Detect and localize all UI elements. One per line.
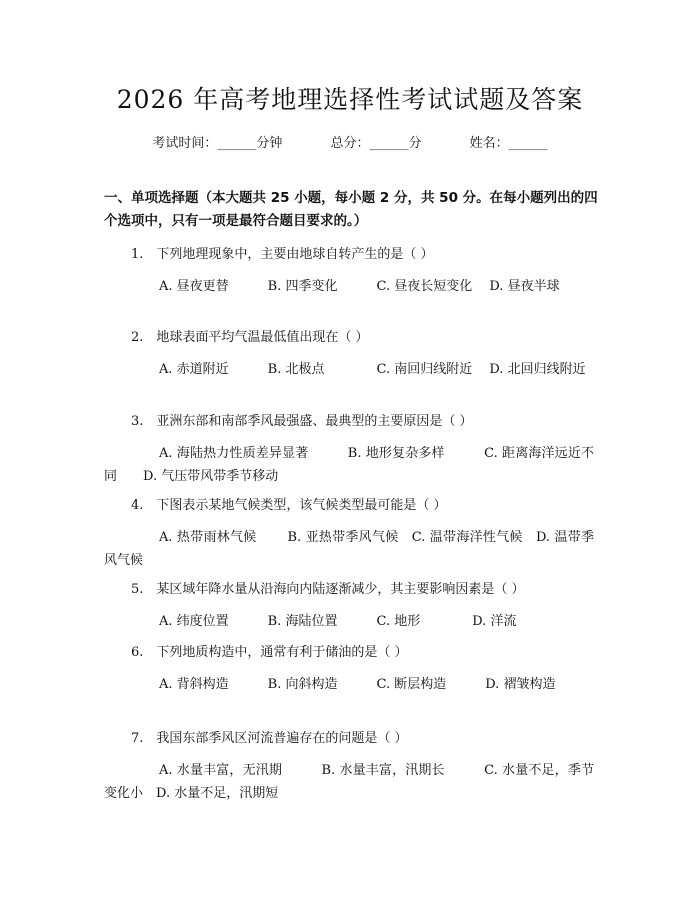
question-stem: 6. 下列地质构造中，通常有利于储油的是（ ） — [131, 645, 408, 660]
question-options: A. 赤道附近 B. 北极点 C. 南回归线附近 D. 北回归线附近 — [159, 362, 586, 377]
question-stem: 2. 地球表面平均气温最低值出现在（ ） — [131, 330, 369, 345]
total-score-field: 总分：______分 — [330, 136, 422, 151]
question-stem: 5. 某区域年降水量从沿海向内陆逐渐减少，其主要影响因素是（ ） — [131, 582, 525, 597]
student-name-field: 姓名：______ — [469, 136, 548, 151]
question-options: A. 纬度位置 B. 海陆位置 C. 地形 D. 洋流 — [159, 614, 517, 629]
question-options: A. 背斜构造 B. 向斜构造 C. 断层构造 D. 褶皱构造 — [159, 677, 556, 692]
question-6 — [104, 641, 594, 696]
question-5 — [104, 578, 594, 633]
question-7 — [104, 727, 594, 805]
question-stem: 4. 下图表示某地气候类型，该气候类型最可能是（ ） — [131, 498, 447, 513]
question-3 — [104, 410, 594, 488]
question-2 — [104, 326, 594, 381]
question-1 — [104, 243, 594, 298]
question-options: A. 昼夜更替 B. 四季变化 C. 昼夜长短变化 D. 昼夜半球 — [159, 279, 560, 294]
page-title: 2026 年高考地理选择性考试试题及答案 — [116, 85, 584, 114]
exam-info-row — [0, 132, 700, 151]
question-options: A. 海陆热力性质差异显著 B. 地形复杂多样 C. 距离海洋远近不同 D. 气压带风带季节移动 — [104, 446, 594, 484]
question-options: A. 水量丰富，无汛期 B. 水量丰富，汛期长 C. 水量不足，季节变化小 D. 水量不足，汛期短 — [104, 763, 594, 801]
question-stem: 1. 下列地理现象中，主要由地球自转产生的是（ ） — [131, 247, 434, 262]
question-4 — [104, 494, 594, 572]
exam-time-field: 考试时间：______分钟 — [152, 136, 283, 151]
section-heading: 一、单项选择题（本大题共 25 小题，每小题 2 分，共 50 分。在每小题列出的四个选项中，只有一项是最符合题目要求的。） — [104, 190, 598, 229]
question-options: A. 热带雨林气候 B. 亚热带季风气候 C. 温带海洋性气候 D. 温带季风气候 — [104, 530, 594, 568]
question-stem: 7. 我国东部季风区河流普遍存在的问题是（ ） — [131, 731, 408, 746]
question-stem: 3. 亚洲东部和南部季风最强盛、最典型的主要原因是（ ） — [131, 414, 473, 429]
